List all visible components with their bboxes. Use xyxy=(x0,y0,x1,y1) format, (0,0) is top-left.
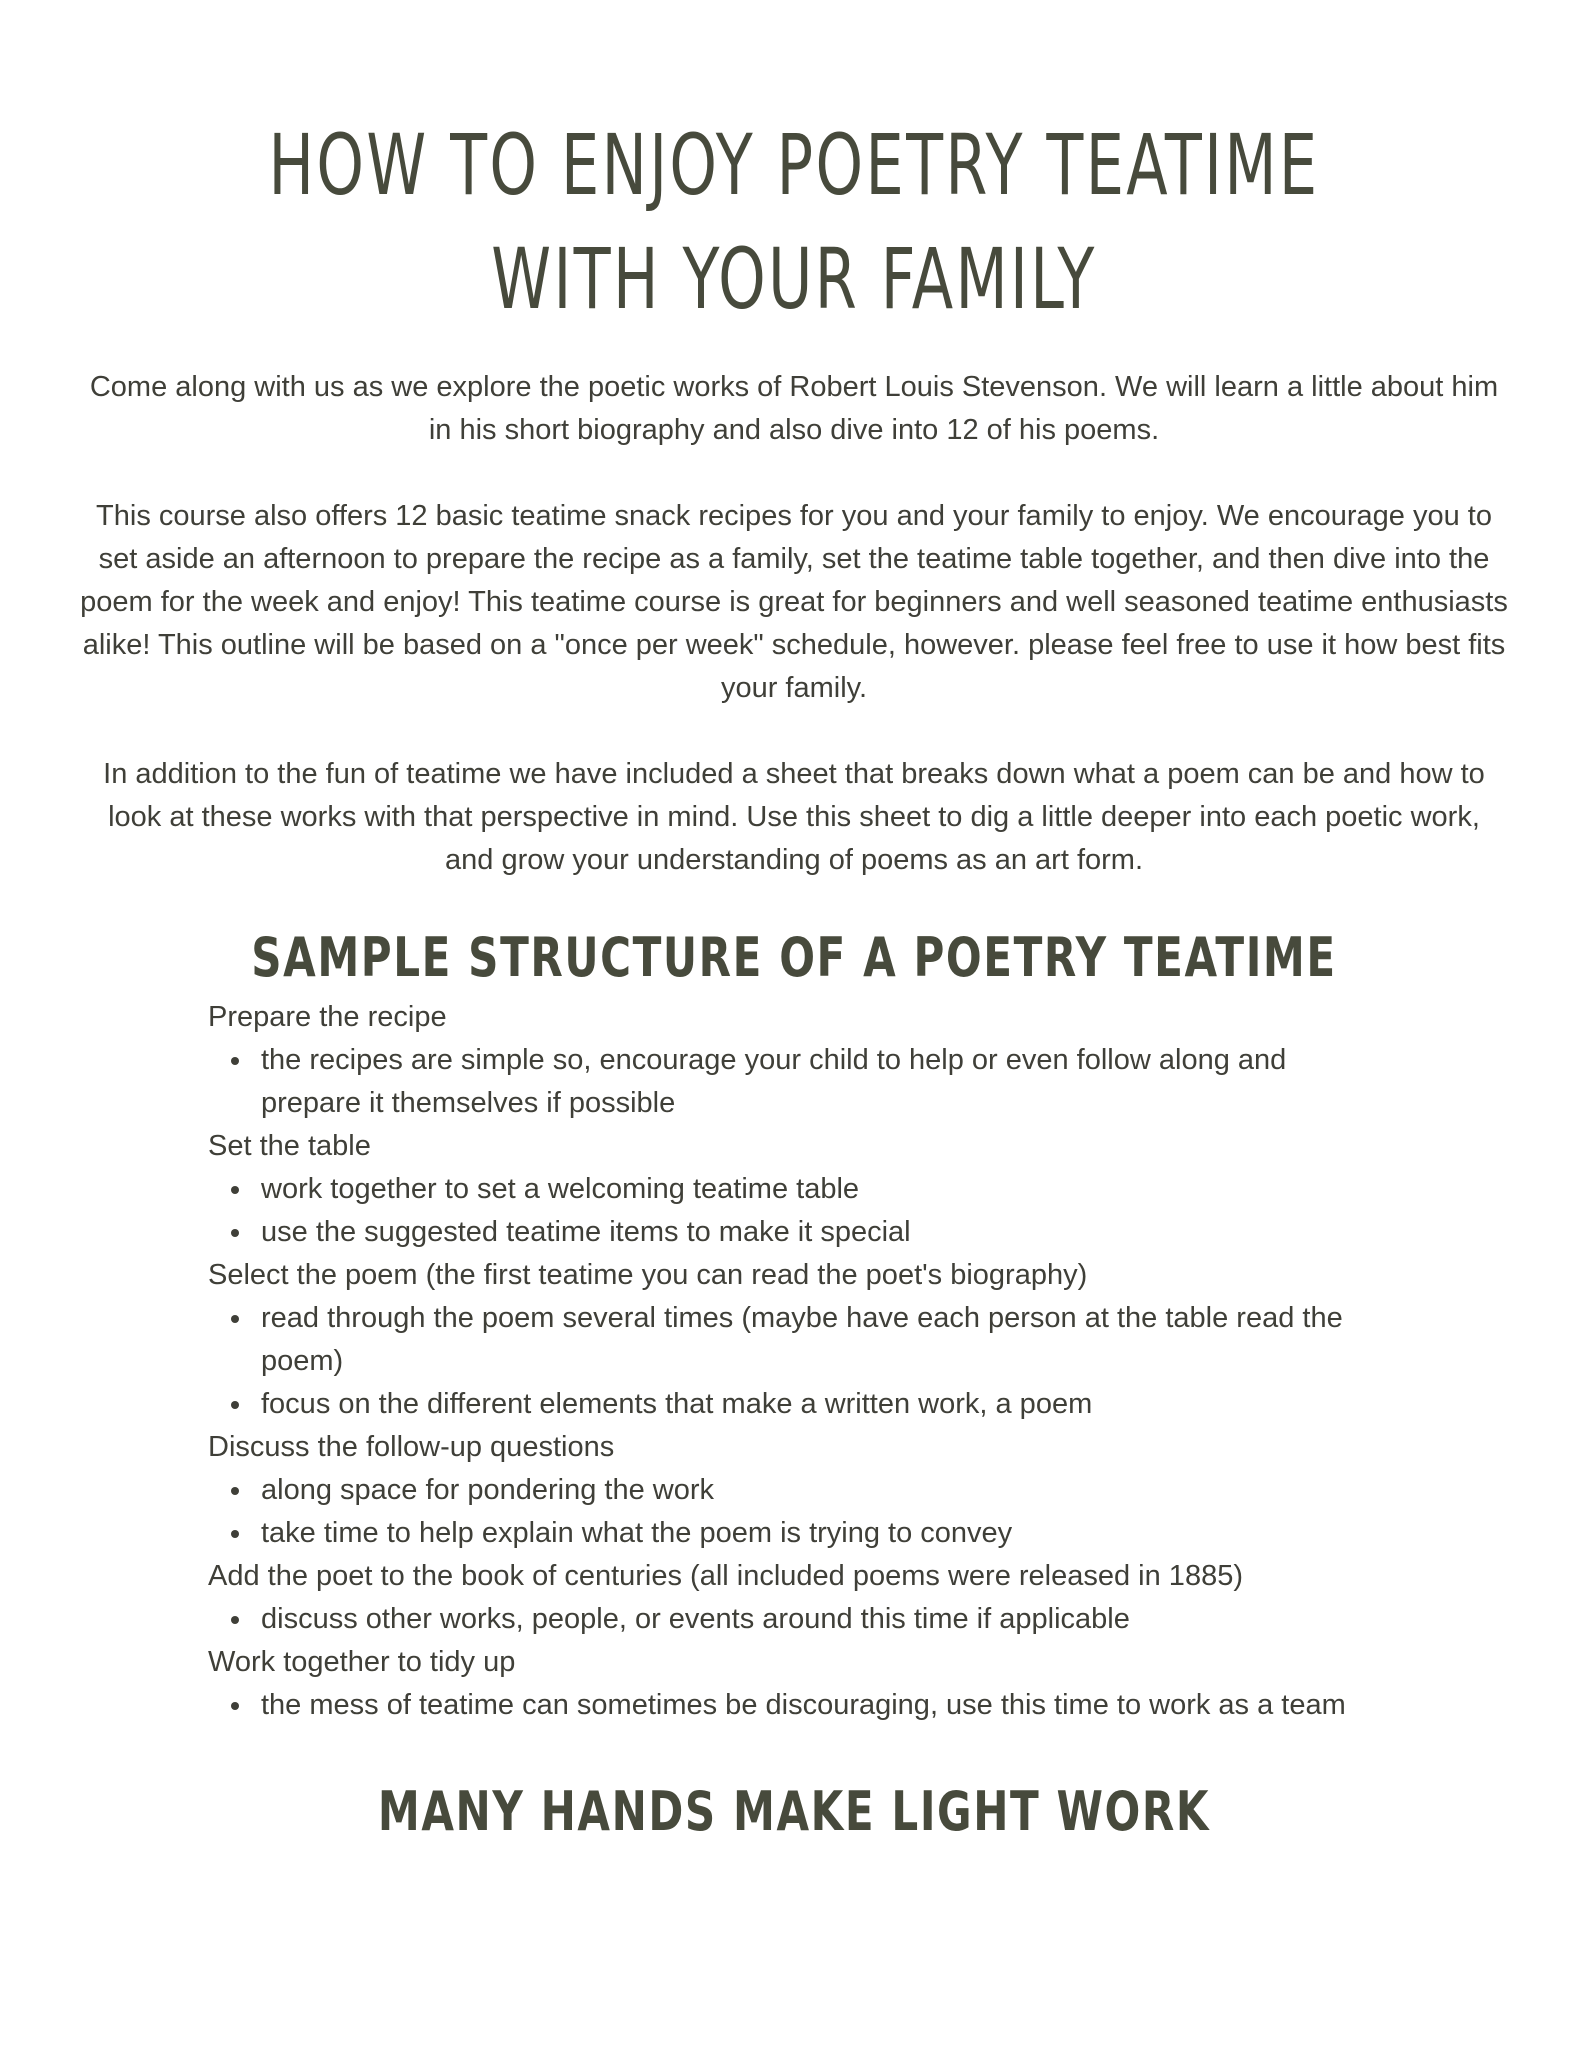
bullet-icon xyxy=(231,1229,239,1237)
step-title: Select the poem (the first teatime you can read the poet's biography) xyxy=(208,1259,1088,1291)
list-item-text: along space for pondering the work xyxy=(261,1474,715,1506)
step-book-of-centuries xyxy=(208,1555,1388,1641)
step-bullet-list xyxy=(208,1297,1388,1426)
list-item xyxy=(261,1211,1388,1254)
step-bullet-list xyxy=(208,1039,1388,1125)
list-item xyxy=(261,1684,1388,1727)
step-title: Set the table xyxy=(208,1130,371,1162)
bullet-icon xyxy=(231,1702,239,1710)
bullet-icon xyxy=(231,1487,239,1495)
step-discuss-questions xyxy=(208,1426,1388,1555)
bullet-icon xyxy=(231,1616,239,1624)
list-item xyxy=(261,1383,1388,1426)
list-item xyxy=(261,1598,1388,1641)
list-item-text: the mess of teatime can sometimes be discouraging, use this time to work as a team xyxy=(261,1689,1346,1721)
bullet-icon xyxy=(231,1057,239,1065)
list-item-text: read through the poem several times (maybe have each person at the table read the poem) xyxy=(261,1302,1343,1377)
step-title: Work together to tidy up xyxy=(208,1646,516,1678)
list-item-text: take time to help explain what the poem is trying to convey xyxy=(261,1517,1013,1549)
intro-paragraph-2: This course also offers 12 basic teatime snack recipes for you and your family to enjoy. We encourage you to set aside an afternoon to prepare the recipe as a family, set the teatime table together, and then dive into the poem for the week and enjoy! This teatime course is great for beginners and well seasoned teatime enthusiasts alike! This outline will be based on a "once per week" schedule, however. please feel free to use it how best fits your family. xyxy=(80,500,1508,704)
list-item xyxy=(261,1168,1388,1211)
step-bullet-list xyxy=(208,1469,1388,1555)
step-set-table xyxy=(208,1125,1388,1254)
step-select-poem xyxy=(208,1254,1388,1426)
closing-motto: MANY HANDS MAKE LIGHT WORK xyxy=(377,1780,1211,1843)
bullet-icon xyxy=(231,1315,239,1323)
step-bullet-list xyxy=(208,1684,1388,1727)
step-title: Prepare the recipe xyxy=(208,1001,447,1033)
list-item xyxy=(261,1297,1388,1383)
step-title: Add the poet to the book of centuries (all included poems were released in 1885) xyxy=(208,1560,1243,1592)
page-title xyxy=(159,108,1429,336)
structure-steps xyxy=(208,996,1388,1727)
step-bullet-list xyxy=(208,1598,1388,1641)
list-item-text: use the suggested teatime items to make it special xyxy=(261,1216,911,1248)
list-item-text: the recipes are simple so, encourage your child to help or even follow along and prepare it themselves if possible xyxy=(261,1044,1287,1119)
structure-heading: SAMPLE STRUCTURE OF A POETRY TEATIME xyxy=(251,926,1337,989)
intro-paragraph-1: Come along with us as we explore the poetic works of Robert Louis Stevenson. We will learn a little about him in his short biography and also dive into 12 of his poems. xyxy=(89,371,1499,446)
list-item-text: focus on the different elements that make a written work, a poem xyxy=(261,1388,1093,1420)
intro-paragraph-3: In addition to the fun of teatime we have included a sheet that breaks down what a poem can be and how to look at these works with that perspective in mind. Use this sheet to dig a little deeper into each poetic work, and grow your understanding of poems as an art form. xyxy=(103,758,1485,876)
bullet-icon xyxy=(231,1186,239,1194)
step-tidy-up xyxy=(208,1641,1388,1727)
step-title: Discuss the follow-up questions xyxy=(208,1431,615,1463)
bullet-icon xyxy=(231,1530,239,1538)
list-item-text: work together to set a welcoming teatime table xyxy=(261,1173,860,1205)
list-item xyxy=(261,1469,1388,1512)
title-line-2: WITH YOUR FAMILY xyxy=(491,230,1097,328)
bullet-icon xyxy=(231,1401,239,1409)
list-item-text: discuss other works, people, or events around this time if applicable xyxy=(261,1603,1130,1635)
step-prepare-recipe xyxy=(208,996,1388,1125)
step-bullet-list xyxy=(208,1168,1388,1254)
intro-section xyxy=(80,366,1508,925)
title-line-1: HOW TO ENJOY POETRY TEATIME xyxy=(268,116,1320,214)
list-item xyxy=(261,1512,1388,1555)
list-item xyxy=(261,1039,1388,1125)
